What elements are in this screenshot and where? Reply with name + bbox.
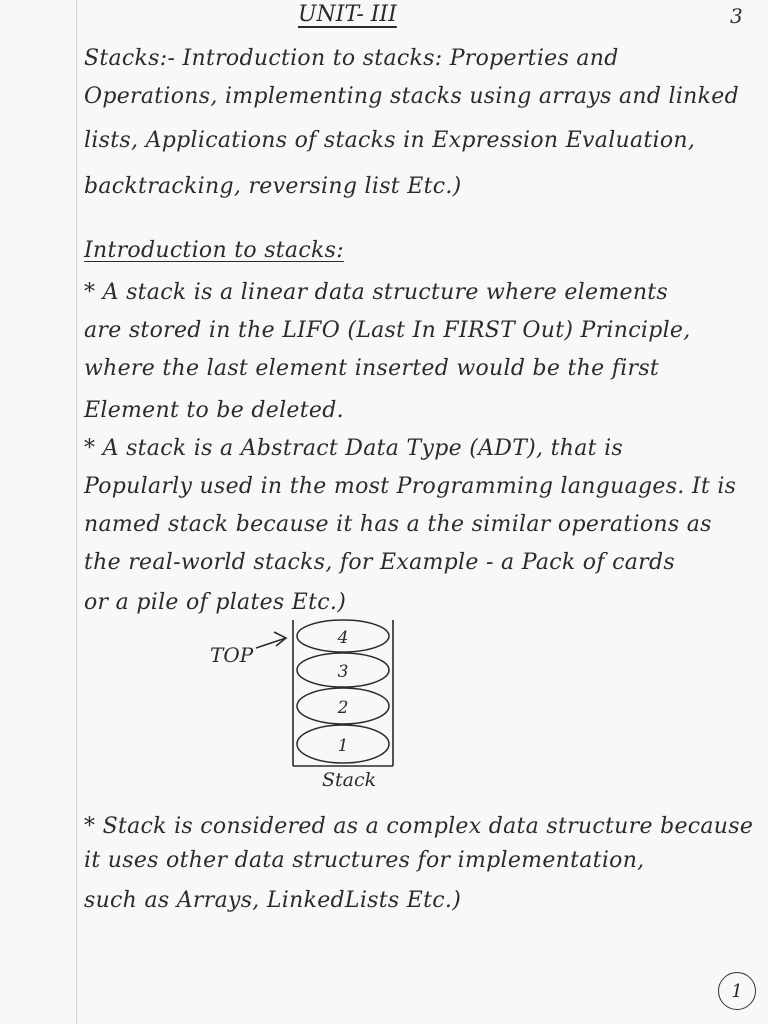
body-line-5: * A stack is a Abstract Data Type (ADT), that is (84, 436, 624, 461)
stack-item-3-label: 3 (337, 662, 349, 682)
stack-item-4-label: 4 (337, 628, 349, 648)
body-line-9: or a pile of plates Etc.) (84, 590, 347, 615)
body-line-3: where the last element inserted would be the first (84, 356, 660, 381)
syllabus-line-1: Stacks:- Introduction to stacks: Properties and (84, 46, 619, 71)
unit-heading: UNIT- III (298, 2, 397, 27)
syllabus-line-4: backtracking, reversing list Etc.) (84, 174, 462, 199)
body-line-12: such as Arrays, LinkedLists Etc.) (84, 888, 462, 913)
body-line-7: named stack because it has a the similar operations as (84, 512, 712, 537)
top-arrow (256, 638, 286, 648)
body-line-10: * Stack is considered as a complex data structure because (84, 814, 754, 839)
top-arrow-head (274, 632, 286, 646)
stack-item-2-label: 2 (337, 698, 349, 718)
syllabus-line-3: lists, Applications of stacks in Expression Evaluation, (84, 128, 696, 153)
body-line-1: * A stack is a linear data structure where elements (84, 280, 669, 305)
section-heading: Introduction to stacks: (84, 238, 344, 263)
top-label: TOP (210, 643, 254, 667)
corner-mark: 3 (730, 4, 743, 28)
body-line-8: the real-world stacks, for Example - a Pack of cards (84, 550, 675, 575)
stack-item-1-label: 1 (337, 736, 349, 756)
stack-caption: Stack (322, 769, 377, 791)
syllabus-line-2: Operations, implementing stacks using arrays and linked (84, 84, 739, 109)
page-number: 1 (718, 972, 756, 1010)
body-line-2: are stored in the LIFO (Last In FIRST Out) Principle, (84, 318, 691, 343)
body-line-4: Element to be deleted. (84, 398, 344, 423)
body-line-11: it uses other data structures for implementation, (84, 848, 645, 873)
body-line-6: Popularly used in the most Programming languages. It is (84, 474, 737, 499)
